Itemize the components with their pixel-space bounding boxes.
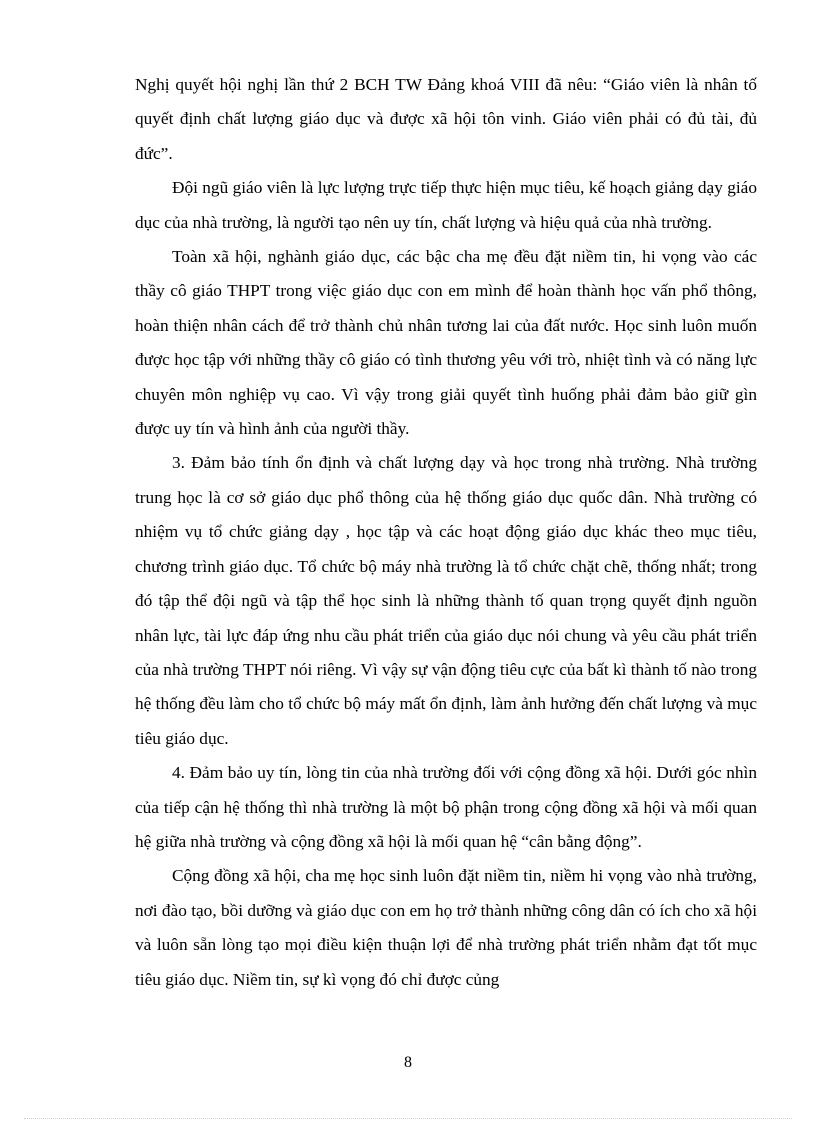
paragraph-resolution-quote: Nghị quyết hội nghị lần thứ 2 BCH TW Đảng khoá VIII đã nêu: “Giáo viên là nhân tố quyết định chất lượng giáo dục và được xã hội tôn vinh. Giáo viên phải có đủ tài, đủ đức”. <box>135 75 757 163</box>
paragraph-teaching-staff: Đội ngũ giáo viên là lực lượng trực tiếp thực hiện mục tiêu, kế hoạch giảng dạy giáo dục của nhà trường, là người tạo nên uy tín, chất lượng và hiệu quả của nhà trường. <box>135 178 757 232</box>
page-number: 8 <box>404 1054 412 1071</box>
page-body <box>135 68 757 997</box>
page-bottom-divider <box>24 1118 792 1119</box>
paragraph-society-trust: Toàn xã hội, nghành giáo dục, các bậc cha mẹ đều đặt niềm tin, hi vọng vào các thầy cô giáo THPT trong việc giáo dục con em mình để hoàn thành học vấn phổ thông, hoàn thiện nhân cách để trở thành chủ nhân tương lai của đất nước. Học sinh luôn muốn được học tập với những thầy cô giáo có tình thương yêu với trò, nhiệt tình và có năng lực chuyên môn nghiệp vụ cao. Vì vậy trong giải quyết tình huống phải đảm bảo giữ gìn được uy tín và hình ảnh của người thầy. <box>135 247 757 439</box>
paragraph-point-3: 3. Đảm bảo tính ổn định và chất lượng dạy và học trong nhà trường. Nhà trường trung học là cơ sở giáo dục phổ thông của hệ thống giáo dục quốc dân. Nhà trường có nhiệm vụ tổ chức giảng dạy , học tập và các hoạt động giáo dục khác theo mục tiêu, chương trình giáo dục. Tổ chức bộ máy nhà trường là tổ chức chặt chẽ, thống nhất; trong đó tập thể đội ngũ và tập thể học sinh là những thành tố quan trọng quyết định nguồn nhân lực, tài lực đáp ứng nhu cầu phát triển của giáo dục nói chung và yêu cầu phát triển của nhà trường THPT nói riêng. Vì vậy sự vận động tiêu cực của bất kì thành tố nào trong hệ thống đều làm cho tổ chức bộ máy mất ổn định, làm ảnh hưởng đến chất lượng và mục tiêu giáo dục. <box>135 453 757 748</box>
paragraph-community: Cộng đồng xã hội, cha mẹ học sinh luôn đặt niềm tin, niềm hi vọng vào nhà trường, nơi đào tạo, bồi dưỡng và giáo dục con em họ trở thành những công dân có ích cho xã hội và luôn sẵn lòng tạo mọi điều kiện thuận lợi để nhà trường phát triển nhằm đạt tốt mục tiêu giáo dục. Niềm tin, sự kì vọng đó chỉ được củng <box>135 866 757 989</box>
paragraph-point-4: 4. Đảm bảo uy tín, lòng tin của nhà trường đối với cộng đồng xã hội. Dưới góc nhìn của tiếp cận hệ thống thì nhà trường là một bộ phận trong cộng đồng xã hội và mối quan hệ giữa nhà trường và cộng đồng xã hội là mối quan hệ “cân bằng động”. <box>135 763 757 851</box>
